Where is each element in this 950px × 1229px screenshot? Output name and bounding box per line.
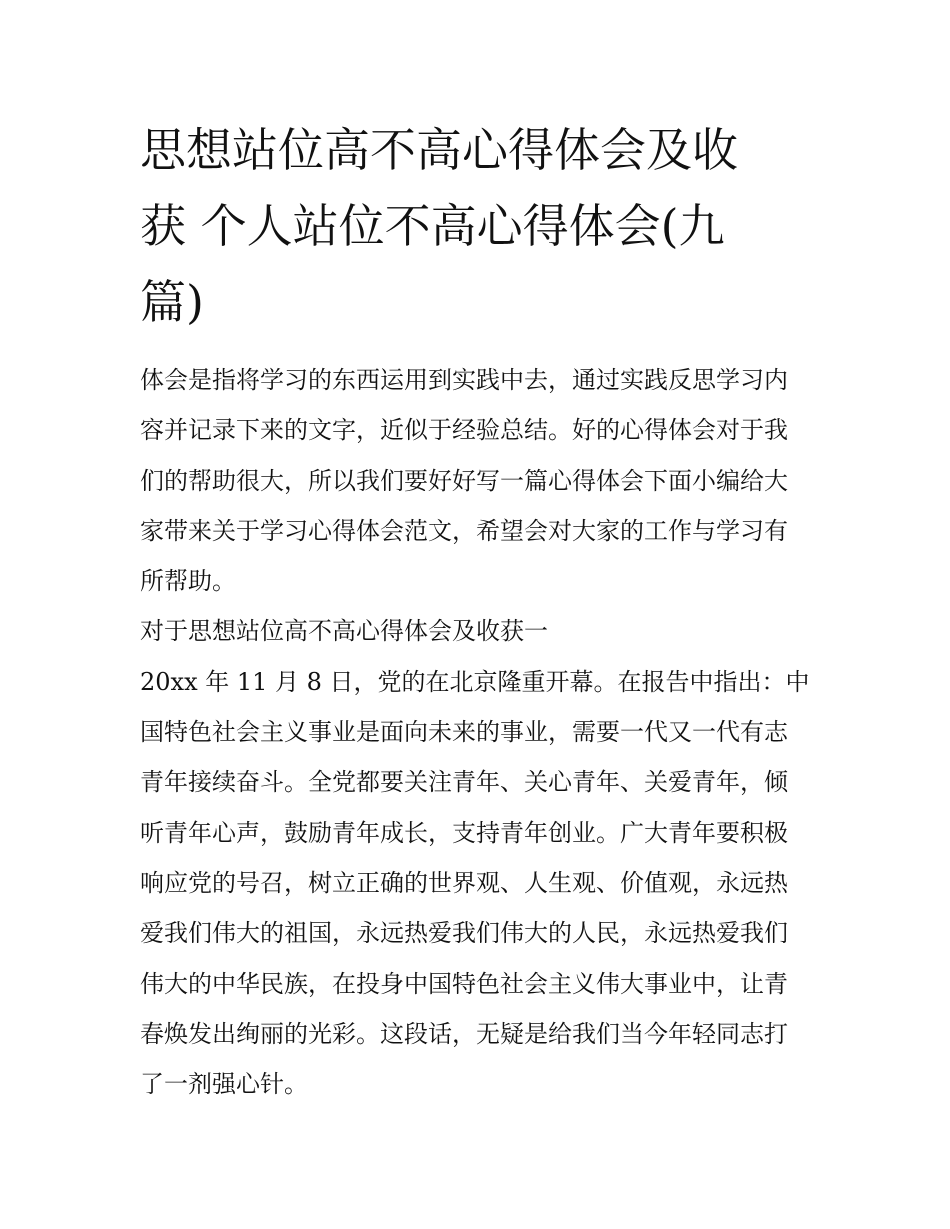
body-line: 体会是指将学习的东西运用到实践中去，通过实践反思学习内 (140, 366, 788, 394)
body-line: 响应党的号召，树立正确的世界观、人生观、价值观，永远热 (140, 868, 788, 897)
body-line: 们的帮助很大，所以我们要好好写一篇心得体会下面小编给大 (140, 466, 788, 495)
body-line: 爱我们伟大的祖国，永远热爱我们伟大的人民，永远热爱我们 (140, 919, 788, 948)
body-line: 青年接续奋斗。全党都要关注青年、关心青年、关爱青年，倾 (140, 768, 788, 797)
body-line: 伟大的中华民族，在投身中国特色社会主义伟大事业中，让青 (140, 969, 788, 998)
body-line: 国特色社会主义事业是面向未来的事业，需要一代又一代有志 (140, 718, 788, 747)
body-line: 春焕发出绚丽的光彩。这段话，无疑是给我们当今年轻同志打 (140, 1019, 788, 1048)
body-line: 20xx 年 11 月 8 日，党的在北京隆重开幕。在报告中指出：中 (140, 667, 810, 696)
title-line: 获 个人站位不高心得体会(九 (140, 199, 725, 253)
body-line: 听青年心声，鼓励青年成长，支持青年创业。广大青年要积极 (140, 818, 788, 847)
title-line: 篇) (140, 275, 204, 329)
document-body (140, 355, 830, 1109)
body-line: 了一剂强心针。 (140, 1070, 308, 1099)
body-line: 容并记录下来的文字，近似于经验总结。好的心得体会对于我 (140, 416, 788, 445)
body-line: 所帮助。 (140, 567, 236, 596)
document-title (140, 112, 840, 340)
title-line: 思想站位高不高心得体会及收 (140, 123, 738, 177)
body-line: 家带来关于学习心得体会范文，希望会对大家的工作与学习有 (140, 516, 788, 545)
section-heading: 对于思想站位高不高心得体会及收获一 (140, 617, 548, 646)
